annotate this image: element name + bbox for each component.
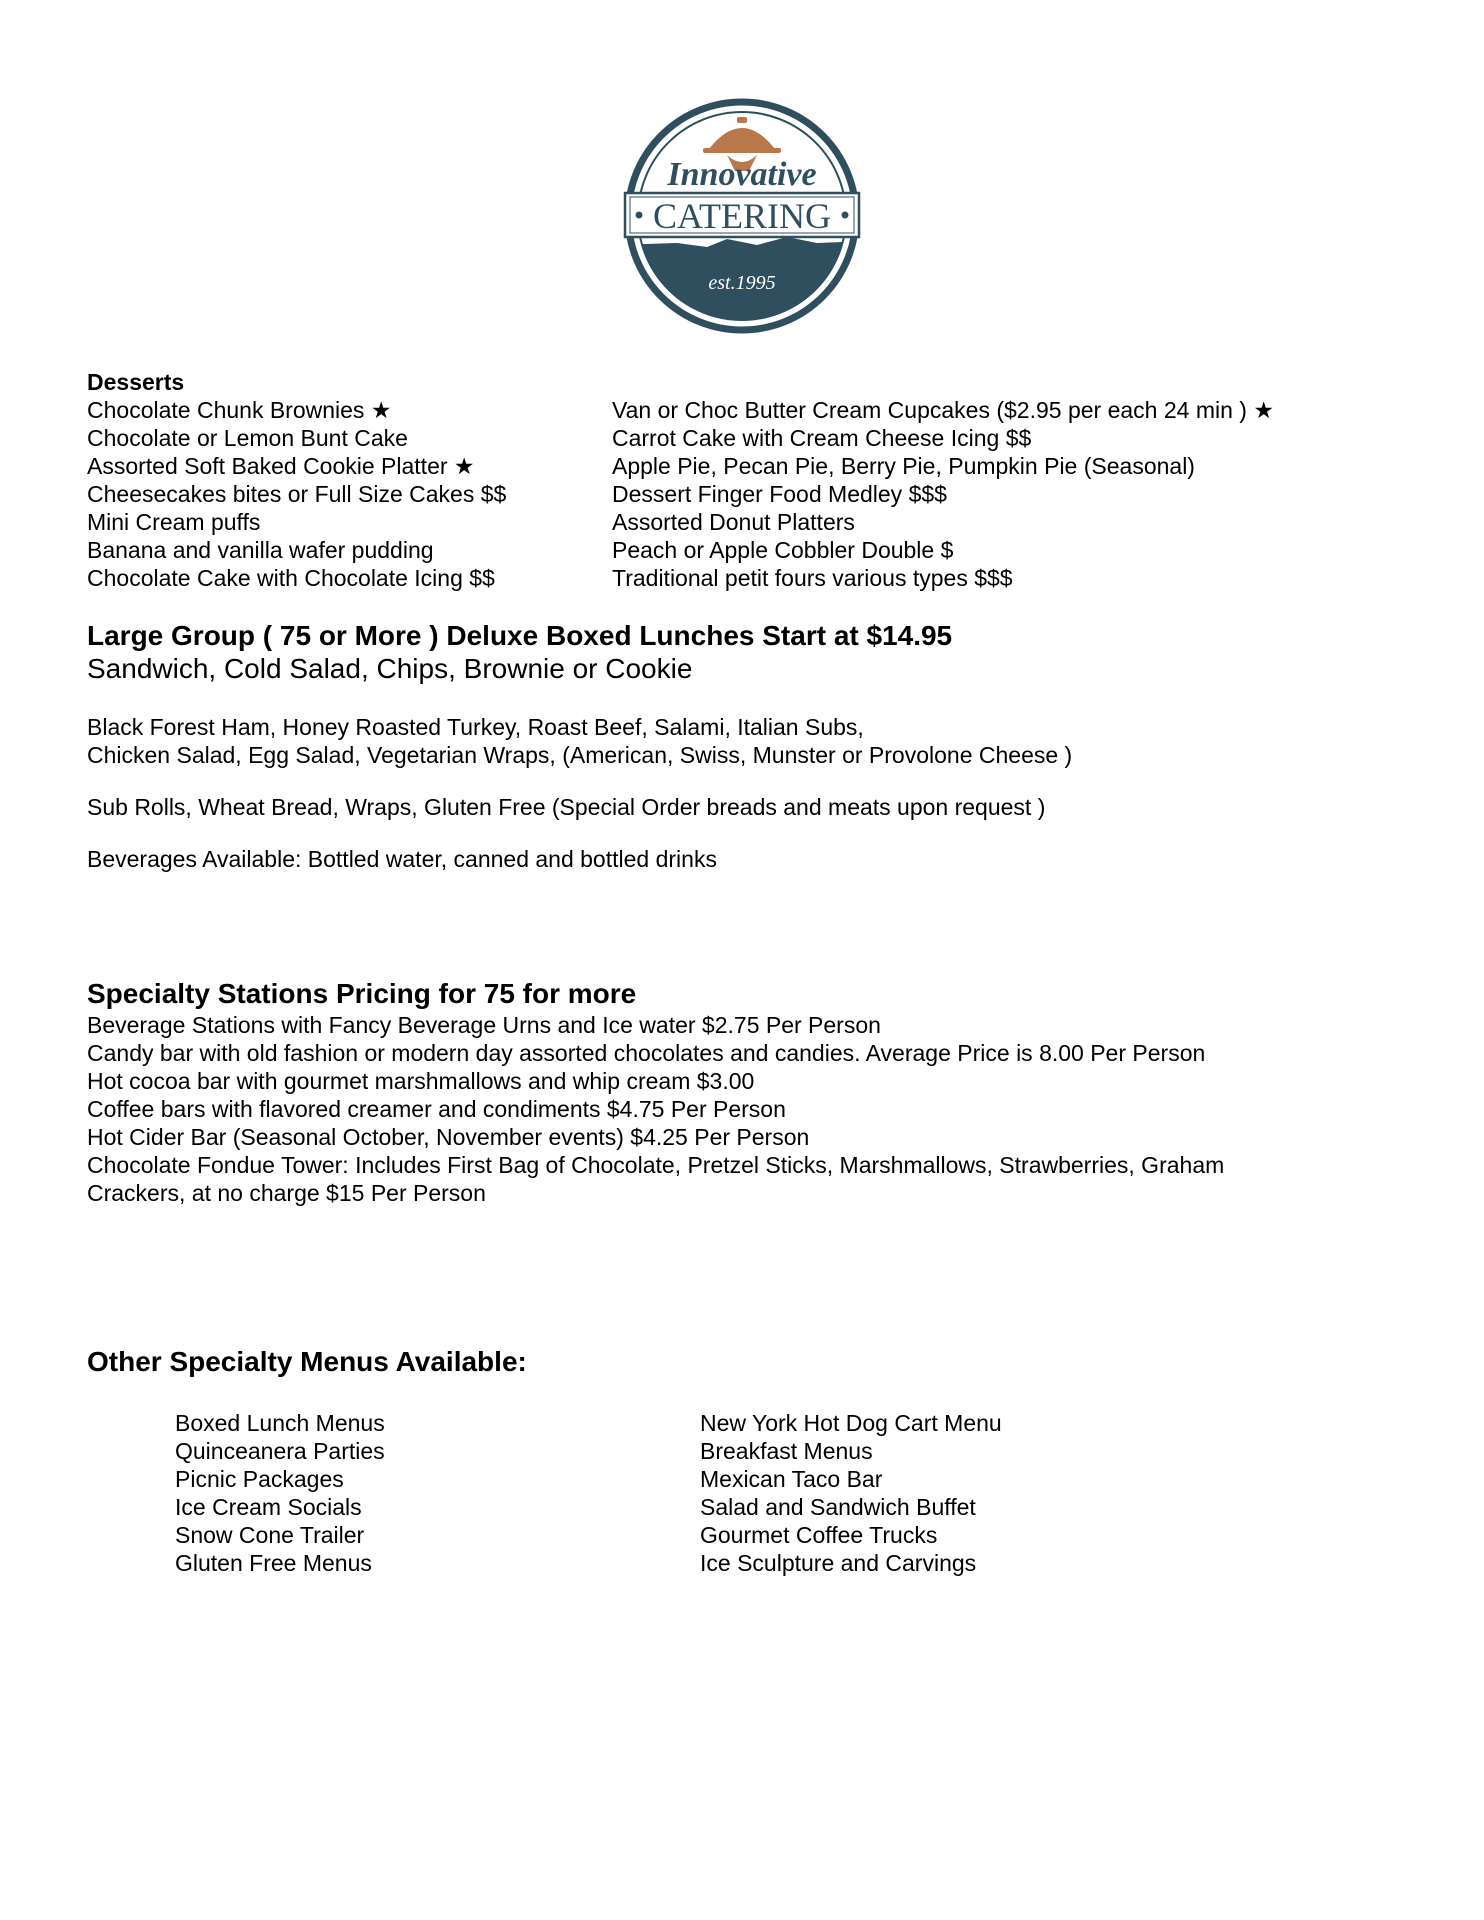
other-menu-item: Gluten Free Menus — [175, 1550, 372, 1576]
station-item: Hot Cider Bar (Seasonal October, November events) $4.25 Per Person — [87, 1124, 810, 1150]
stations-heading: Specialty Stations Pricing for 75 for more — [87, 978, 637, 1009]
dessert-item: Chocolate Cake with Chocolate Icing $$ — [87, 565, 495, 591]
other-menu-item: Picnic Packages — [175, 1466, 344, 1492]
dessert-item: Chocolate Chunk Brownies ★ — [87, 397, 392, 423]
other-menu-item: Salad and Sandwich Buffet — [700, 1494, 976, 1520]
station-item: Coffee bars with flavored creamer and condiments $4.75 Per Person — [87, 1096, 786, 1122]
boxed-lunch-subheading: Sandwich, Cold Salad, Chips, Brownie or Cookie — [87, 653, 693, 684]
logo-banner-text: CATERING — [653, 196, 831, 236]
dessert-item: Peach or Apple Cobbler Double $ — [612, 537, 954, 563]
dessert-item: Mini Cream puffs — [87, 509, 261, 535]
company-logo — [617, 97, 867, 335]
dessert-item: Assorted Soft Baked Cookie Platter ★ — [87, 453, 475, 479]
dessert-item: Apple Pie, Pecan Pie, Berry Pie, Pumpkin Pie (Seasonal) — [612, 453, 1195, 479]
logo-est-text: est.1995 — [708, 272, 776, 294]
other-menu-item: Boxed Lunch Menus — [175, 1410, 385, 1436]
other-menu-item: Breakfast Menus — [700, 1438, 873, 1464]
other-menus-heading: Other Specialty Menus Available: — [87, 1346, 527, 1377]
menu-content — [87, 368, 1427, 1577]
other-menus-list — [87, 1409, 1427, 1577]
dessert-item: Van or Choc Butter Cream Cupcakes ($2.95 per each 24 min ) ★ — [612, 397, 1274, 423]
logo-script-text: Innovative — [667, 156, 817, 193]
dessert-item: Traditional petit fours various types $$$ — [612, 565, 1013, 591]
desserts-heading: Desserts — [87, 369, 185, 395]
other-menu-item: Gourmet Coffee Trucks — [700, 1522, 938, 1548]
dessert-item: Dessert Finger Food Medley $$$ — [612, 481, 947, 507]
station-item: Chocolate Fondue Tower: Includes First Bag of Chocolate, Pretzel Sticks, Marshmallows, Strawberries, Graham Crackers, at no charge $15 Per Person — [87, 1152, 1225, 1206]
other-menu-item: Snow Cone Trailer — [175, 1522, 365, 1548]
dessert-item: Chocolate or Lemon Bunt Cake — [87, 425, 408, 451]
other-menu-item: Ice Cream Socials — [175, 1494, 362, 1520]
station-item: Hot cocoa bar with gourmet marshmallows and whip cream $3.00 — [87, 1068, 755, 1094]
dessert-item: Assorted Donut Platters — [612, 509, 855, 535]
dessert-item: Cheesecakes bites or Full Size Cakes $$ — [87, 481, 507, 507]
other-menu-item: New York Hot Dog Cart Menu — [700, 1410, 1002, 1436]
other-menu-item: Quinceanera Parties — [175, 1438, 385, 1464]
other-menu-item: Mexican Taco Bar — [700, 1466, 883, 1492]
dessert-item: Carrot Cake with Cream Cheese Icing $$ — [612, 425, 1032, 451]
boxed-breads-line: Sub Rolls, Wheat Bread, Wraps, Gluten Free (Special Order breads and meats upon request ) — [87, 794, 1046, 820]
station-item: Candy bar with old fashion or modern day assorted chocolates and candies. Average Price is 8.00 Per Person — [87, 1040, 1206, 1066]
station-item: Beverage Stations with Fancy Beverage Urns and Ice water $2.75 Per Person — [87, 1012, 881, 1038]
dessert-item: Banana and vanilla wafer pudding — [87, 537, 434, 563]
boxed-lunch-heading: Large Group ( 75 or More ) Deluxe Boxed Lunches Start at $14.95 — [87, 620, 953, 651]
desserts-list — [87, 396, 1427, 592]
boxed-meats-line: Black Forest Ham, Honey Roasted Turkey, Roast Beef, Salami, Italian Subs, — [87, 714, 864, 740]
other-menu-item: Ice Sculpture and Carvings — [700, 1550, 977, 1576]
boxed-meats-line: Chicken Salad, Egg Salad, Vegetarian Wraps, (American, Swiss, Munster or Provolone Cheese ) — [87, 742, 1073, 768]
boxed-beverages-line: Beverages Available: Bottled water, canned and bottled drinks — [87, 846, 717, 872]
